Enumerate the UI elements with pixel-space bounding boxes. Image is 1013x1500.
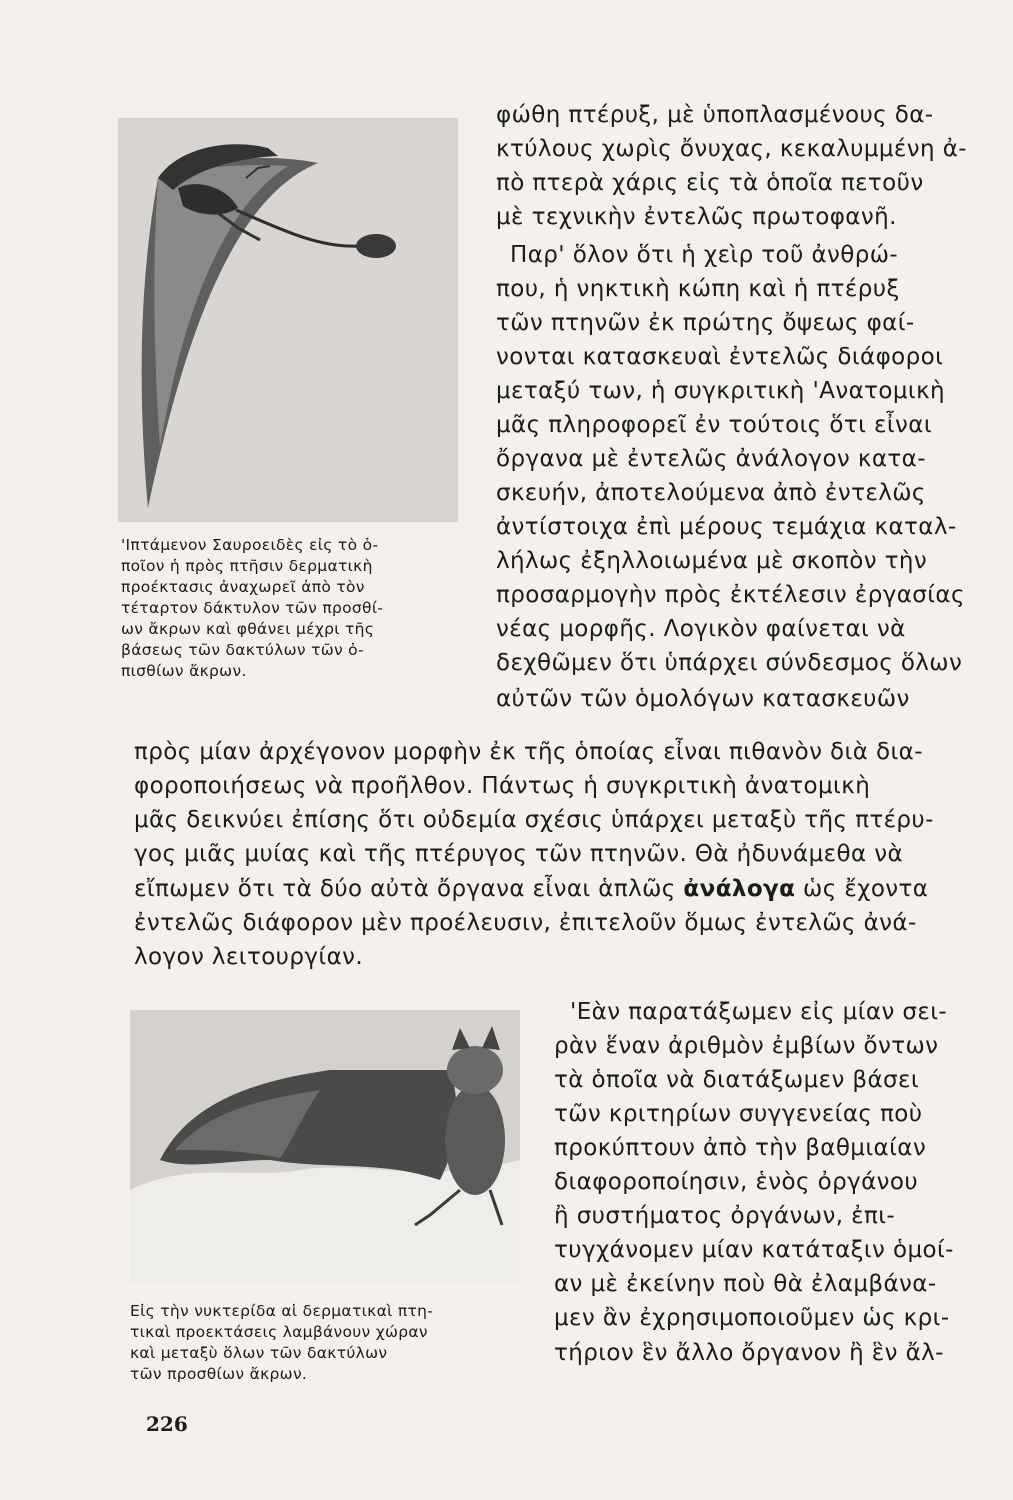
text-line: τήριον ἓν ἄλλο ὄργανον ἢ ἓν ἄλ- bbox=[554, 1340, 944, 1366]
caption-line: τῶν προσθίων ἄκρων. bbox=[130, 1365, 308, 1383]
text-line: τῶν κριτηρίων συγγενείας ποὺ bbox=[554, 1101, 923, 1127]
caption-line: ων ἄκρων καὶ φθάνει μέχρι τῆς bbox=[121, 620, 375, 638]
text-line: νέας μορφῆς. Λογικὸν φαίνεται νὰ bbox=[496, 616, 906, 642]
text-line: λήλως ἐξηλλοιωμένα μὲ σκοπὸν τὴν bbox=[496, 548, 928, 574]
text-line: που, ἡ νηκτικὴ κώπη καὶ ἡ πτέρυξ bbox=[496, 276, 900, 302]
caption-line: τικαὶ προεκτάσεις λαμβάνουν χώραν bbox=[130, 1323, 428, 1341]
page-number: 226 bbox=[146, 1412, 188, 1436]
text-line: ἢ συστήματος ὀργάνων, ἐπι- bbox=[554, 1203, 896, 1229]
text-line: μᾶς πληροφορεῖ ἐν τούτοις ὅτι εἶναι bbox=[496, 412, 933, 438]
text-line: φώθη πτέρυξ, μὲ ὑποπλασμένους δα- bbox=[496, 102, 934, 128]
text-fragment: εἴπωμεν ὅτι τὰ δύο αὐτὰ ὄργανα εἶναι ἁπλῶς bbox=[134, 876, 676, 902]
text-line: δεχθῶμεν ὅτι ὑπάρχει σύνδεσμος ὅλων bbox=[496, 650, 963, 676]
text-line: μὲ τεχνικὴν ἐντελῶς πρωτοφανῆ. bbox=[496, 204, 897, 230]
text-line: μᾶς δεικνύει ἐπίσης ὅτι οὐδεμία σχέσις ὑπάρχει μεταξὺ τῆς πτέρυ- bbox=[134, 807, 934, 833]
bat-photo bbox=[130, 1010, 520, 1282]
text-line: μεν ἂν ἐχρησιμοποιοῦμεν ὡς κρι- bbox=[554, 1305, 950, 1331]
text-line: ἐντελῶς διάφορον μὲν προέλευσιν, ἐπιτελοῦν ὅμως ἐντελῶς ἀνά- bbox=[134, 910, 917, 936]
text-line: πὸ πτερὰ χάρις εἰς τὰ ὁποῖα πετοῦν bbox=[496, 170, 924, 196]
text-line: αν μὲ ἐκείνην ποὺ θὰ ἐλαμβάνα- bbox=[554, 1271, 937, 1297]
text-line: γος μιᾶς μυίας καὶ τῆς πτέρυγος τῶν πτηνῶν. Θὰ ἠδυνάμεθα νὰ bbox=[134, 841, 904, 867]
text-line: ὄργανα μὲ ἐντελῶς ἀνάλογον κατα- bbox=[496, 446, 926, 472]
text-line: διαφοροποίησιν, ἑνὸς ὀργάνου bbox=[554, 1169, 919, 1195]
text-line bbox=[134, 872, 928, 906]
text-line: φοροποιήσεως νὰ προῆλθον. Πάντως ἡ συγκριτικὴ ἀνατομικὴ bbox=[134, 773, 871, 799]
text-line: προκύπτουν ἀπὸ τὴν βαθμιαίαν bbox=[554, 1135, 927, 1161]
text-line: λογον λειτουργίαν. bbox=[134, 944, 364, 970]
text-line: πρὸς μίαν ἀρχέγονον μορφὴν ἐκ τῆς ὁποίας εἶναι πιθανὸν διὰ δια- bbox=[134, 739, 923, 765]
text-line: κτύλους χωρὶς ὄνυχας, κεκαλυμμένη ἀ- bbox=[496, 136, 967, 162]
caption-line: βάσεως τῶν δακτύλων τῶν ὀ- bbox=[121, 641, 364, 659]
text-line: αὐτῶν τῶν ὁμολόγων κατασκευῶν bbox=[496, 686, 910, 712]
text-line: ἀντίστοιχα ἐπὶ μέρους τεμάχια καταλ- bbox=[496, 514, 957, 540]
caption-line: 'Ιπτάμενον Σαυροειδὲς εἰς τὸ ὁ- bbox=[121, 536, 379, 554]
text-line: νονται κατασκευαὶ ἐντελῶς διάφοροι bbox=[496, 344, 944, 370]
caption-line: τέταρτον δάκτυλον τῶν προσθί- bbox=[121, 599, 384, 617]
caption-line: πισθίων ἄκρων. bbox=[121, 662, 247, 680]
text-line: τῶν πτηνῶν ἐκ πρώτης ὄψεως φαί- bbox=[496, 310, 915, 336]
text-line: ρὰν ἕναν ἀριθμὸν ἐμβίων ὄντων bbox=[554, 1033, 939, 1059]
text-line: Παρ' ὅλον ὅτι ἡ χεὶρ τοῦ ἀνθρώ- bbox=[510, 242, 899, 268]
text-line: σκευήν, ἀποτελούμενα ἀπὸ ἐντελῶς bbox=[496, 480, 926, 506]
text-line: προσαρμογὴν πρὸς ἐκτέλεσιν ἐργασίας bbox=[496, 582, 965, 608]
text-line: τυγχάνομεν μίαν κατάταξιν ὁμοί- bbox=[554, 1237, 954, 1263]
text-fragment: ὡς ἔχοντα bbox=[803, 876, 929, 902]
caption-line: ποῖον ἡ πρὸς πτῆσιν δερματικὴ bbox=[121, 557, 373, 575]
text-line: 'Εὰν παρατάξωμεν εἰς μίαν σει- bbox=[570, 999, 948, 1025]
text-line: μεταξύ των, ἡ συγκριτικὴ 'Ανατομικὴ bbox=[496, 378, 946, 404]
caption-line: καὶ μεταξὺ ὅλων τῶν δακτύλων bbox=[130, 1344, 388, 1362]
text-line: τὰ ὁποῖα νὰ διατάξωμεν βάσει bbox=[554, 1067, 920, 1093]
emphasized-word: ἀνάλογα bbox=[683, 876, 796, 902]
caption-line: προέκτασις ἀναχωρεῖ ἀπὸ τὸν bbox=[121, 578, 365, 596]
caption-line: Εἰς τὴν νυκτερίδα αἱ δερματικαὶ πτη- bbox=[130, 1302, 434, 1320]
pterosaur-photo bbox=[118, 118, 458, 522]
